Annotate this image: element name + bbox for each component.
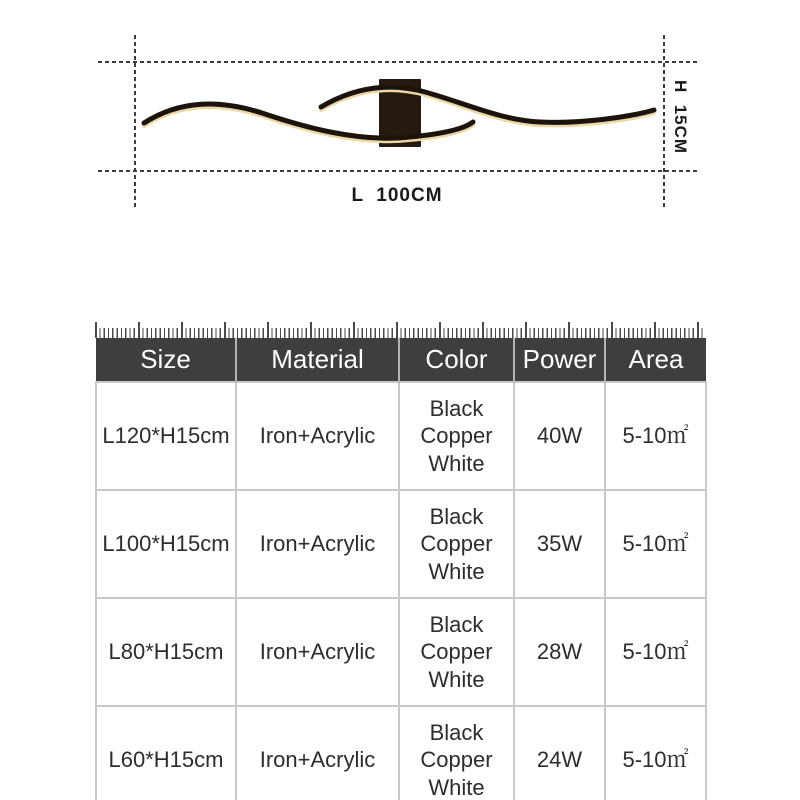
- cell-material: Iron+Acrylic: [236, 598, 399, 706]
- cell-size: L120*H15cm: [96, 382, 236, 490]
- cell-material: Iron+Acrylic: [236, 490, 399, 598]
- cell-material: Iron+Acrylic: [236, 382, 399, 490]
- lamp-illustration: [130, 70, 670, 170]
- cell-area: 5-10㎡: [605, 490, 706, 598]
- header-area: Area: [605, 338, 706, 382]
- cell-power: 40W: [514, 382, 605, 490]
- cell-material: Iron+Acrylic: [236, 706, 399, 800]
- table-row: [96, 490, 706, 598]
- cell-color: Black Copper White: [399, 382, 514, 490]
- cell-size: L60*H15cm: [96, 706, 236, 800]
- cell-area: 5-10㎡: [605, 706, 706, 800]
- cell-power: 28W: [514, 598, 605, 706]
- cell-area: 5-10㎡: [605, 382, 706, 490]
- cell-size: L100*H15cm: [96, 490, 236, 598]
- cell-color: Black Copper White: [399, 598, 514, 706]
- spec-table: [95, 338, 707, 800]
- cell-color: Black Copper White: [399, 706, 514, 800]
- header-row: [96, 338, 706, 382]
- length-dimension-label: L 100CM: [351, 185, 443, 206]
- height-dimension-label: H 15CM: [671, 79, 690, 155]
- header-power: Power: [514, 338, 605, 382]
- cell-size: L80*H15cm: [96, 598, 236, 706]
- header-size: Size: [96, 338, 236, 382]
- dimension-line-top: [98, 61, 698, 63]
- table-row: [96, 382, 706, 490]
- table-row: [96, 598, 706, 706]
- header-color: Color: [399, 338, 514, 382]
- table-row: [96, 706, 706, 800]
- header-material: Material: [236, 338, 399, 382]
- dimension-line-bottom: [98, 170, 698, 172]
- cell-power: 24W: [514, 706, 605, 800]
- cell-color: Black Copper White: [399, 490, 514, 598]
- cell-area: 5-10㎡: [605, 598, 706, 706]
- ruler-graphic: [95, 322, 705, 338]
- cell-power: 35W: [514, 490, 605, 598]
- spec-table-body: [96, 382, 706, 800]
